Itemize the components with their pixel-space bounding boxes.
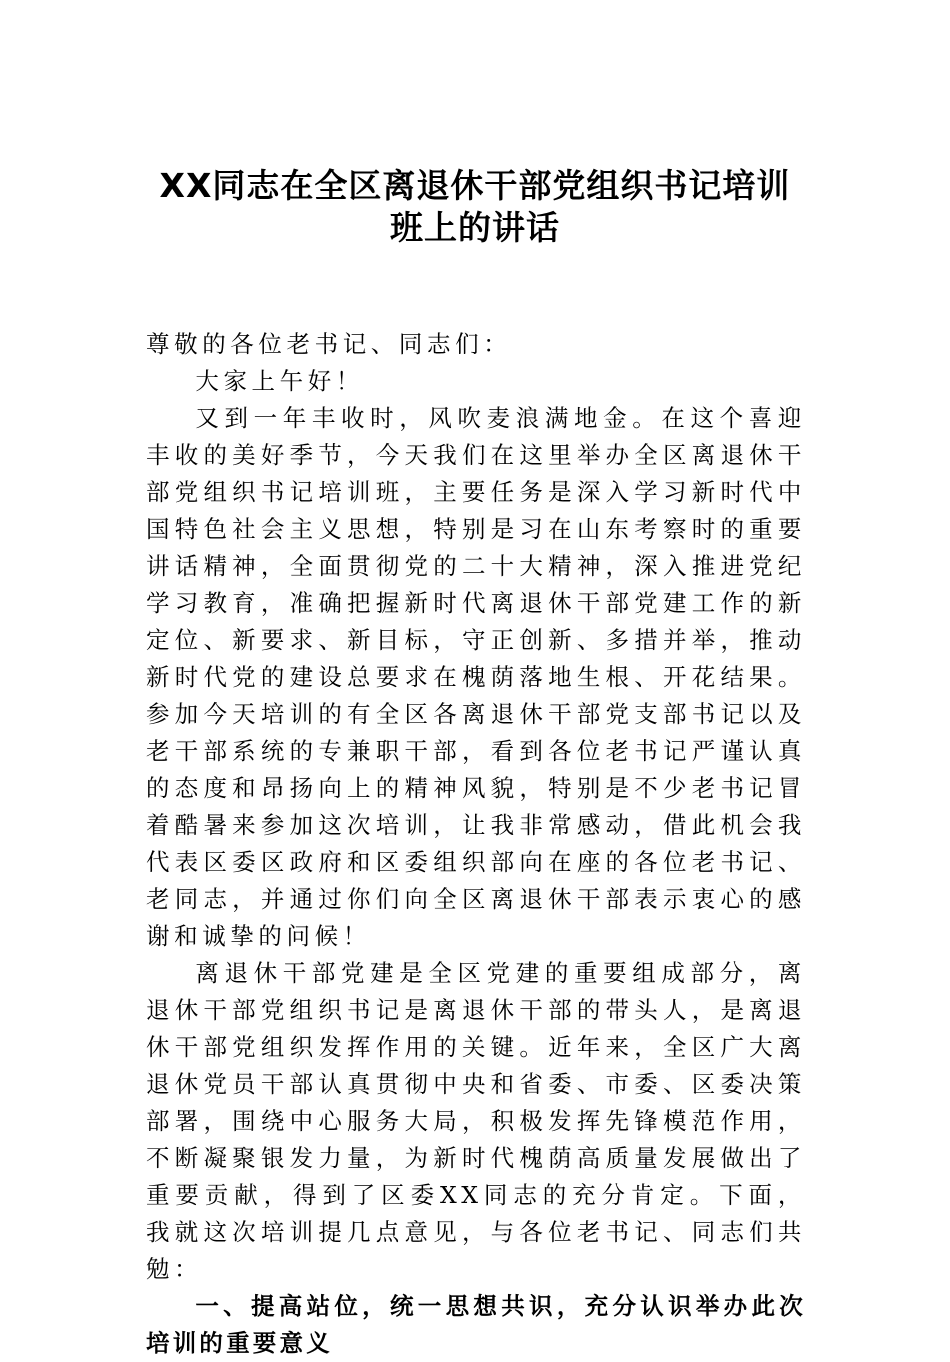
greeting: 大家上午好！: [195, 367, 364, 395]
body-paragraph: 又到一年丰收时，风吹麦浪满地金。在这个喜迎丰收的美好季节，今天我们在这里举办全区离退休干部党组织书记培训班，主要任务是深入学习新时代中国特色社会主义思想，特别是习在山东考察时的重要讲话精神，全面贯彻党的二十大精神，深入推进党纪学习教育，准确把握新时代离退休干部党建工作的新定位、新要求、新目标，守正创新、多措并举，推动新时代党的建设总要求在槐荫落地生根、开花结果。参加今天培训的有全区各离退休干部党支部书记以及老干部系统的专兼职干部，看到各位老书记严谨认真的态度和昂扬向上的精神风貌，特别是不少老书记冒着酷暑来参加这次培训，让我非常感动，借此机会我代表区委区政府和区委组织部向在座的各位老书记、老同志，并通过你们向全区离退休干部表示衷心的感谢和诚挚的问候！: [146, 404, 806, 950]
salutation: 尊敬的各位老书记、同志们：: [146, 330, 512, 358]
section-heading: 一、提高站位，统一思想共识，充分认识举办此次培训的重要意义: [146, 1292, 806, 1357]
document-body: [146, 326, 806, 1362]
document-title-line-1: XX同志在全区离退休干部党组织书记培训: [159, 166, 791, 205]
body-paragraph: 离退休干部党建是全区党建的重要组成部分，离退休干部党组织书记是离退休干部的带头人，是离退休干部党组织发挥作用的关键。近年来，全区广大离退休党员干部认真贯彻中央和省委、市委、区委决策部署，围绕中心服务大局，积极发挥先锋模范作用，不断凝聚银发力量，为新时代槐荫高质量发展做出了重要贡献，得到了区委XX同志的充分肯定。下面，我就这次培训提几点意见，与各位老书记、同志们共勉：: [146, 959, 806, 1283]
document-title-line-2: 班上的讲话: [390, 208, 560, 247]
